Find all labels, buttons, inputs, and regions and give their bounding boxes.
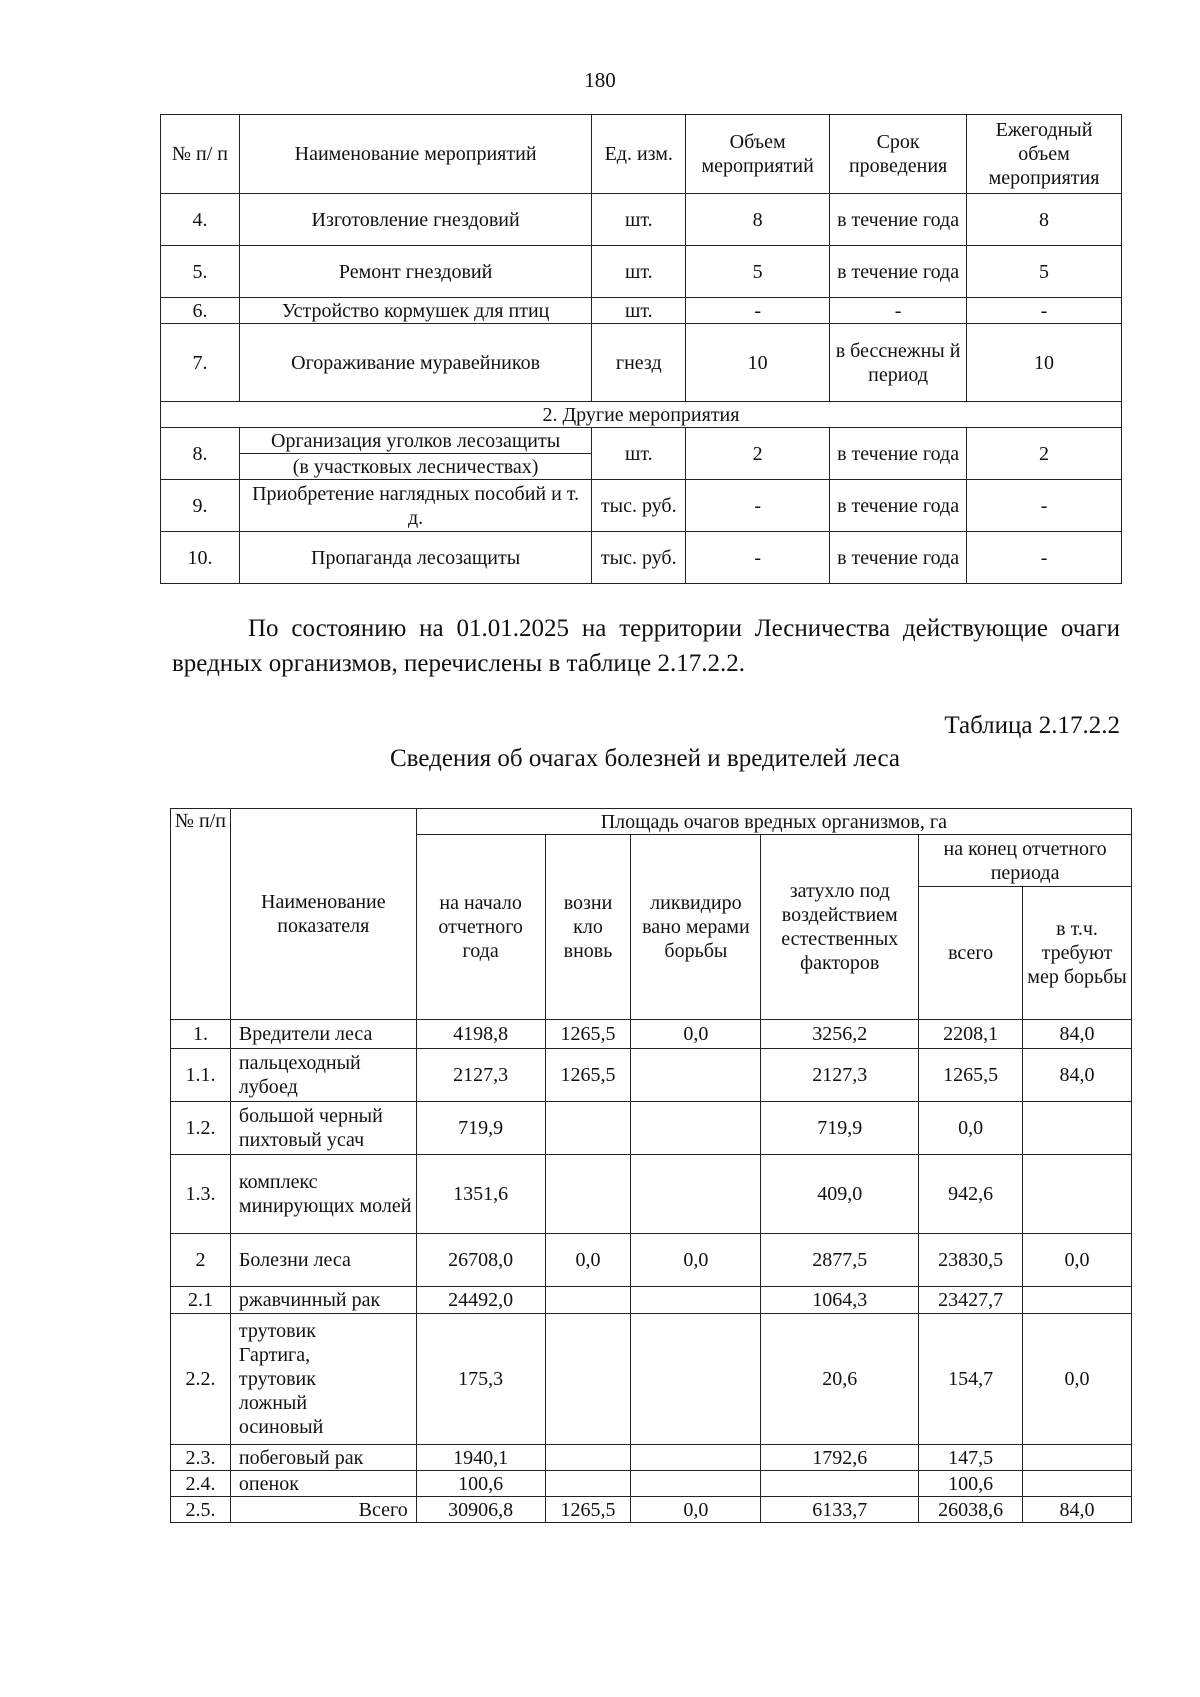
table-cell: 0,0 bbox=[631, 1234, 761, 1287]
table-cell: 2.5. bbox=[171, 1497, 231, 1523]
table-cell: Организация уголков лесозащиты bbox=[239, 428, 591, 454]
table-row bbox=[171, 1314, 1132, 1445]
table-cell: 8 bbox=[686, 194, 830, 246]
table-cell: шт. bbox=[592, 428, 686, 480]
table-cell: ржавчинный рак bbox=[230, 1287, 416, 1314]
table-cell: Огораживание муравейников bbox=[239, 324, 591, 402]
table-cell: 942,6 bbox=[919, 1155, 1023, 1234]
table-row bbox=[161, 194, 1122, 246]
table-cell: 1265,5 bbox=[545, 1020, 631, 1049]
table-cell: 2.2. bbox=[171, 1314, 231, 1445]
table-cell: 26038,6 bbox=[919, 1497, 1023, 1523]
table-cell: 0,0 bbox=[919, 1102, 1023, 1155]
table-cell: - bbox=[830, 298, 967, 324]
table-cell: пальцеходный лубоед bbox=[230, 1049, 416, 1102]
table-row bbox=[161, 246, 1122, 298]
header-cell: Срок проведения bbox=[830, 115, 967, 194]
table-cell: 0,0 bbox=[631, 1497, 761, 1523]
table-label: Таблица 2.17.2.2 bbox=[944, 712, 1120, 739]
body-paragraph: По состоянию на 01.01.2025 на территории Лесничества действующие очаги вредных организмов, перечислены в таблице 2.17.2.2. bbox=[172, 615, 1120, 677]
table-cell: 1.1. bbox=[171, 1049, 231, 1102]
table-title: Сведения об очагах болезней и вредителей леса bbox=[390, 745, 900, 772]
section-heading: 2. Другие мероприятия bbox=[161, 402, 1122, 428]
table-cell: 8 bbox=[967, 194, 1122, 246]
table-cell: опенок bbox=[230, 1471, 416, 1497]
table-cell bbox=[1023, 1445, 1132, 1471]
table-cell: 1.3. bbox=[171, 1155, 231, 1234]
table-cell: в течение года bbox=[830, 194, 967, 246]
table-cell: 4. bbox=[161, 194, 240, 246]
table-cell: 5 bbox=[967, 246, 1122, 298]
table-cell: 719,9 bbox=[416, 1102, 545, 1155]
table-cell: 175,3 bbox=[416, 1314, 545, 1445]
header-group-cell: на конец отчетного периода bbox=[919, 835, 1132, 887]
table-header-row bbox=[161, 115, 1122, 194]
table-row bbox=[171, 1471, 1132, 1497]
table-cell: 5. bbox=[161, 246, 240, 298]
table-cell: 409,0 bbox=[761, 1155, 919, 1234]
header-cell: ликвидиро вано мерами борьбы bbox=[631, 835, 761, 1020]
table-cell: 5 bbox=[686, 246, 830, 298]
table-cell: - bbox=[967, 298, 1122, 324]
table-row bbox=[171, 1049, 1132, 1102]
table-cell: 84,0 bbox=[1023, 1049, 1132, 1102]
header-cell: Объем мероприятий bbox=[686, 115, 830, 194]
table-row bbox=[171, 1445, 1132, 1471]
table-cell bbox=[631, 1471, 761, 1497]
table-cell bbox=[1023, 1155, 1132, 1234]
header-cell: Ежегодный объем мероприятия bbox=[967, 115, 1122, 194]
table-row bbox=[161, 532, 1122, 584]
table-cell: Пропаганда лесозащиты bbox=[239, 532, 591, 584]
header-cell: всего bbox=[919, 887, 1023, 1020]
table-cell: - bbox=[967, 480, 1122, 532]
table-cell bbox=[631, 1155, 761, 1234]
table-cell: 9. bbox=[161, 480, 240, 532]
table-row bbox=[171, 1287, 1132, 1314]
table-cell: 30906,8 bbox=[416, 1497, 545, 1523]
table-cell: - bbox=[686, 532, 830, 584]
table-cell: 2 bbox=[686, 428, 830, 480]
table-cell: - bbox=[967, 532, 1122, 584]
table-cell: 20,6 bbox=[761, 1314, 919, 1445]
table-cell: 10. bbox=[161, 532, 240, 584]
table-cell: 1265,5 bbox=[545, 1497, 631, 1523]
table-cell: 6. bbox=[161, 298, 240, 324]
table-cell: Вредители леса bbox=[230, 1020, 416, 1049]
table-cell: 1265,5 bbox=[919, 1049, 1023, 1102]
table-row bbox=[171, 1102, 1132, 1155]
table-cell: 84,0 bbox=[1023, 1497, 1132, 1523]
table-row bbox=[171, 1020, 1132, 1049]
header-group-cell: Площадь очагов вредных организмов, га bbox=[416, 809, 1131, 835]
table-cell bbox=[631, 1445, 761, 1471]
header-cell: Ед. изм. bbox=[592, 115, 686, 194]
table-cell: 2 bbox=[171, 1234, 231, 1287]
header-cell: Наименование мероприятий bbox=[239, 115, 591, 194]
table-cell: 24492,0 bbox=[416, 1287, 545, 1314]
table-cell: Изготовление гнездовий bbox=[239, 194, 591, 246]
table-cell: (в участковых лесничествах) bbox=[239, 454, 591, 480]
table-cell: побеговый рак bbox=[230, 1445, 416, 1471]
table-cell: 2.4. bbox=[171, 1471, 231, 1497]
table-cell bbox=[545, 1155, 631, 1234]
header-cell: № п/ п bbox=[161, 115, 240, 194]
table-cell: - bbox=[686, 298, 830, 324]
table-cell: Устройство кормушек для птиц bbox=[239, 298, 591, 324]
table-cell: - bbox=[686, 480, 830, 532]
table-row bbox=[171, 1155, 1132, 1234]
table-cell: 2127,3 bbox=[761, 1049, 919, 1102]
table-cell bbox=[545, 1445, 631, 1471]
table-cell: 2.3. bbox=[171, 1445, 231, 1471]
table-cell bbox=[631, 1049, 761, 1102]
table-cell bbox=[761, 1471, 919, 1497]
page-number: 180 bbox=[584, 68, 616, 92]
table-row bbox=[161, 428, 1122, 454]
table-cell: в течение года bbox=[830, 246, 967, 298]
table-cell: 1265,5 bbox=[545, 1049, 631, 1102]
table-cell: 23830,5 bbox=[919, 1234, 1023, 1287]
table-cell: 1940,1 bbox=[416, 1445, 545, 1471]
table-cell: 0,0 bbox=[1023, 1234, 1132, 1287]
table-cell: 0,0 bbox=[1023, 1314, 1132, 1445]
table-cell: 719,9 bbox=[761, 1102, 919, 1155]
table-cell: 7. bbox=[161, 324, 240, 402]
table-cell: шт. bbox=[592, 194, 686, 246]
section-row bbox=[161, 402, 1122, 428]
table-cell: 10 bbox=[686, 324, 830, 402]
table-cell: 1. bbox=[171, 1020, 231, 1049]
table-cell: тыс. руб. bbox=[592, 480, 686, 532]
table-cell bbox=[631, 1314, 761, 1445]
table-cell: шт. bbox=[592, 298, 686, 324]
table-cell: шт. bbox=[592, 246, 686, 298]
table-cell: в течение года bbox=[830, 480, 967, 532]
table-cell: 1792,6 bbox=[761, 1445, 919, 1471]
table-header-row bbox=[171, 809, 1132, 835]
table-cell: 4198,8 bbox=[416, 1020, 545, 1049]
table-cell: большой черный пихтовый усач bbox=[230, 1102, 416, 1155]
table-cell: 2127,3 bbox=[416, 1049, 545, 1102]
table-cell: Ремонт гнездовий bbox=[239, 246, 591, 298]
table-cell: 23427,7 bbox=[919, 1287, 1023, 1314]
table-cell bbox=[631, 1102, 761, 1155]
table-cell: 0,0 bbox=[545, 1234, 631, 1287]
table-cell bbox=[1023, 1102, 1132, 1155]
measures-table bbox=[160, 114, 1122, 584]
table-cell: 0,0 bbox=[631, 1020, 761, 1049]
table-cell bbox=[545, 1102, 631, 1155]
table-cell: 26708,0 bbox=[416, 1234, 545, 1287]
table-cell bbox=[545, 1471, 631, 1497]
table-cell: 2 bbox=[967, 428, 1122, 480]
table-row bbox=[161, 298, 1122, 324]
table-cell: 1351,6 bbox=[416, 1155, 545, 1234]
table-cell: в течение года bbox=[830, 532, 967, 584]
header-cell: на начало отчетного года bbox=[416, 835, 545, 1020]
table-cell: 2877,5 bbox=[761, 1234, 919, 1287]
header-cell: Наименование показателя bbox=[230, 809, 416, 1020]
table-cell: 2.1 bbox=[171, 1287, 231, 1314]
table-cell: гнезд bbox=[592, 324, 686, 402]
table-cell: 154,7 bbox=[919, 1314, 1023, 1445]
table-cell: 2208,1 bbox=[919, 1020, 1023, 1049]
table-cell: 10 bbox=[967, 324, 1122, 402]
table-cell bbox=[1023, 1287, 1132, 1314]
table-cell: комплекс минирующих молей bbox=[230, 1155, 416, 1234]
header-cell: в т.ч. требуют мер борьбы bbox=[1023, 887, 1132, 1020]
pest-foci-table bbox=[170, 808, 1132, 1523]
table-cell: в бесснежны й период bbox=[830, 324, 967, 402]
table-cell bbox=[230, 1314, 416, 1445]
table-cell bbox=[545, 1287, 631, 1314]
table-cell: 3256,2 bbox=[761, 1020, 919, 1049]
table-cell: Болезни леса bbox=[230, 1234, 416, 1287]
table-row bbox=[161, 480, 1122, 532]
table-cell: Приобретение наглядных пособий и т. д. bbox=[239, 480, 591, 532]
table-cell: 6133,7 bbox=[761, 1497, 919, 1523]
table-row bbox=[171, 1234, 1132, 1287]
table-cell: 1.2. bbox=[171, 1102, 231, 1155]
table-cell: тыс. руб. bbox=[592, 532, 686, 584]
table-cell: 8. bbox=[161, 428, 240, 480]
table-row bbox=[161, 324, 1122, 402]
header-cell: затухло под воздействием естественных факторов bbox=[761, 835, 919, 1020]
table-cell: 1064,3 bbox=[761, 1287, 919, 1314]
row-name: трутовик Гартига, трутовик ложный осиновый bbox=[238, 1320, 324, 1438]
header-cell: возни кло вновь bbox=[545, 835, 631, 1020]
table-cell: 100,6 bbox=[919, 1471, 1023, 1497]
table-cell: 84,0 bbox=[1023, 1020, 1132, 1049]
header-cell: № п/п bbox=[171, 809, 231, 1020]
total-row bbox=[171, 1497, 1132, 1523]
table-cell bbox=[631, 1287, 761, 1314]
table-cell bbox=[545, 1314, 631, 1445]
table-cell: в течение года bbox=[830, 428, 967, 480]
table-cell: 100,6 bbox=[416, 1471, 545, 1497]
table-cell: 147,5 bbox=[919, 1445, 1023, 1471]
table-cell: Всего bbox=[230, 1497, 416, 1523]
table-cell bbox=[1023, 1471, 1132, 1497]
